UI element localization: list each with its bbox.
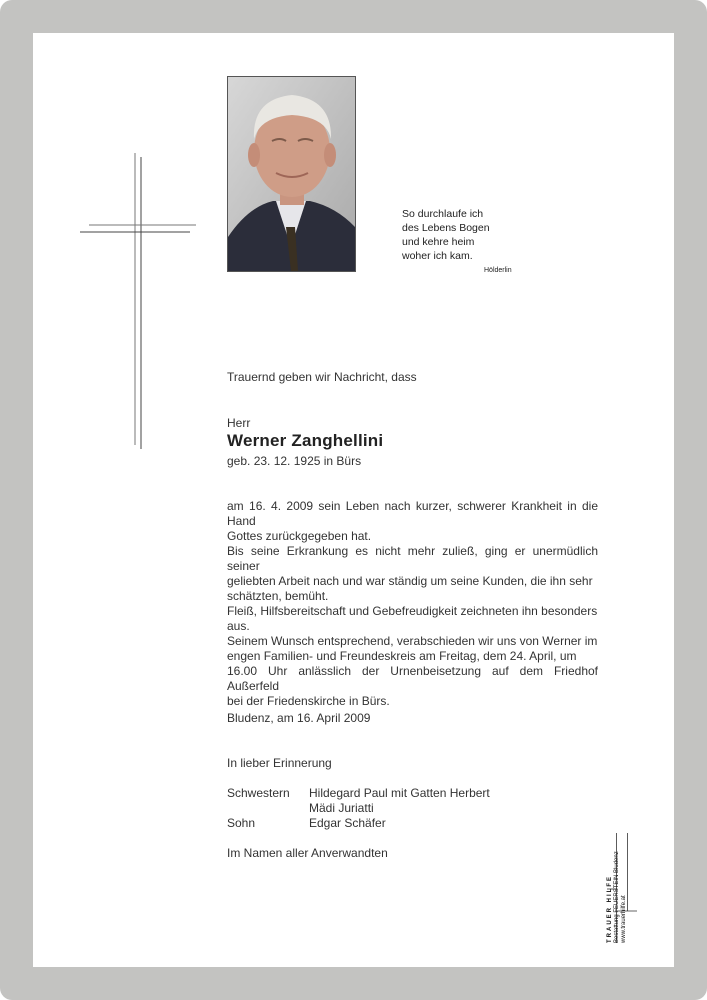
memory-line: In lieber Erinnerung [227,756,332,770]
cross-icon [80,153,198,449]
paragraph-line: geliebten Arbeit nach und war ständig um seine Kunden, die ihn sehr [227,574,593,588]
tribute-paragraph [227,544,598,634]
paragraph-line: Fleiß, Hilfsbereitschaft und Gebefreudigkeit zeichneten ihn besonders [227,604,598,618]
paragraph-line: schätzten, bemüht. [227,589,329,603]
relative-role: Sohn [227,816,256,830]
obituary-page [33,33,674,967]
paragraph-line: am 16. 4. 2009 sein Leben nach kurzer, schwerer Krankheit in die Hand [227,499,598,528]
portrait-photo [227,76,356,272]
salutation: Herr [227,416,251,430]
relative-names: Hildegard Paul mit Gatten Herbert [309,786,490,800]
deceased-name: Werner Zanghellini [227,431,384,450]
paragraph-line: Seinem Wunsch entsprechend, verabschieden wir uns von Werner im [227,634,598,648]
logo-website: www.trauerhilfe.at [621,895,627,943]
funeral-home-logo [607,833,637,943]
portrait-image [228,77,355,271]
death-paragraph [227,499,598,544]
quote-line: und kehre heim [402,236,475,248]
paragraph-line: bei der Friedenskirche in Bürs. [227,694,390,708]
quote-line: woher ich kam. [402,250,473,262]
logo-text [607,833,637,943]
relative-row [227,801,490,816]
paragraph-line: aus. [227,619,250,633]
closing-line: Im Namen aller Anverwandten [227,846,388,860]
intro-text: Trauernd geben wir Nachricht, dass [227,370,417,384]
quote-line: So durchlaufe ich [402,208,484,220]
paragraph-line: Gottes zurückgegeben hat. [227,529,372,543]
paragraph-line: engen Familien- und Freundeskreis am Freitag, dem 24. April, um [227,649,577,663]
logo-brand: TRAUER HILFE [607,875,613,943]
paragraph-line: 16.00 Uhr anlässlich der Urnenbeisetzung auf dem Friedhof Außerfeld [227,664,598,693]
poem-quote [402,207,512,278]
relative-role [227,801,309,816]
place-date: Bludenz, am 16. April 2009 [227,711,371,725]
funeral-paragraph [227,634,598,709]
quote-line: des Lebens Bogen [402,222,490,234]
paragraph-line: Bis seine Erkrankung es nicht mehr zuließ, ging er unermüdlich seiner [227,544,598,573]
relative-names: Mädi Juriatti [309,801,374,815]
relative-names: Edgar Schäfer [309,816,386,830]
relative-row [227,786,490,801]
quote-author: Hölderlin [484,267,512,274]
relative-role: Schwestern [227,786,290,800]
relative-row [227,816,490,831]
logo-company: Bestattung FEUERSTEIN Bludenz [614,851,620,943]
birth-info: geb. 23. 12. 1925 in Bürs [227,454,362,468]
relatives-list [227,786,490,831]
